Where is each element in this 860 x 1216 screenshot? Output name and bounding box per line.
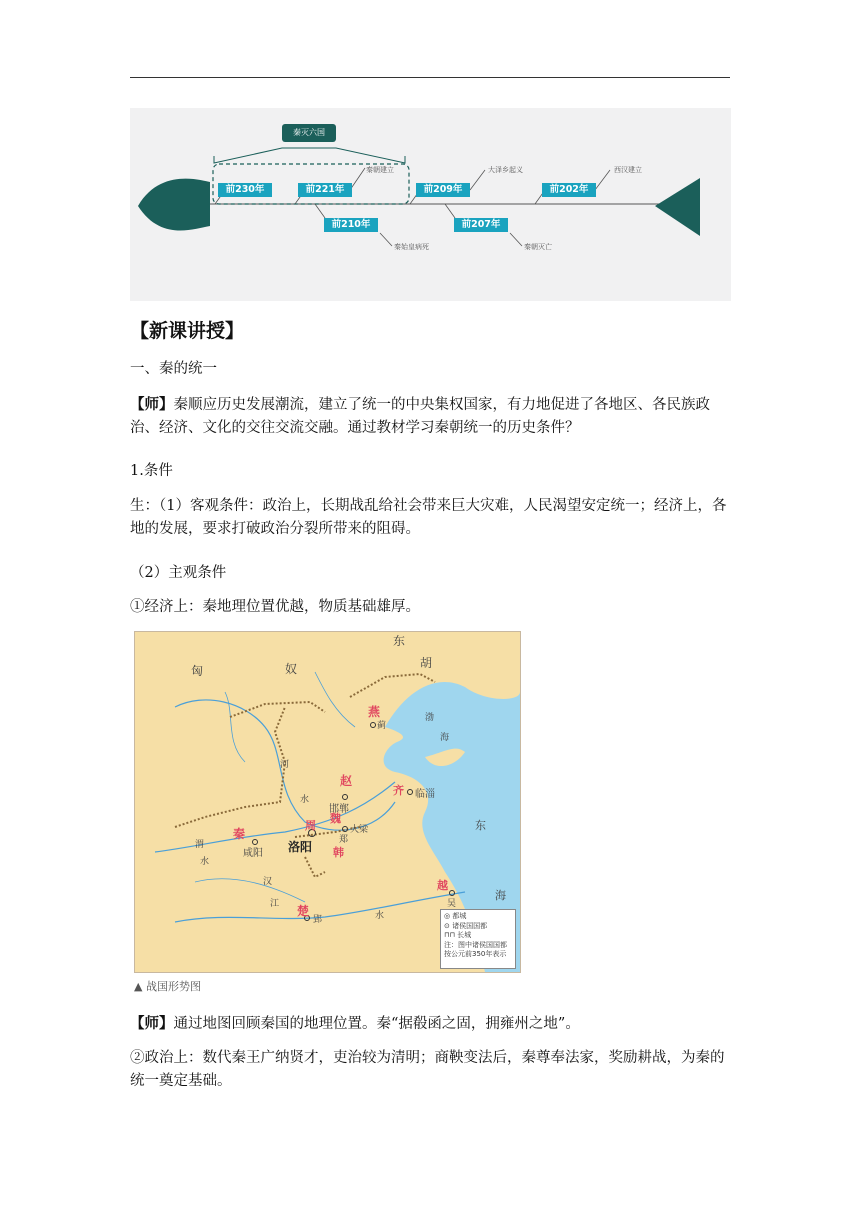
legend-capital: ◎ 都城 — [444, 912, 467, 920]
timeline-year: 前221年 — [298, 183, 352, 197]
item-subjective: （2）主观条件 — [130, 565, 227, 581]
map-river: 水 — [300, 795, 310, 805]
teacher-text: 秦顺应历史发展潮流，建立了统一的中央集权国家，有力地促进了各地区、各民族政治、经济、文化的交往交流交融。通过教材学习秦朝统一的历史条件？ — [130, 397, 710, 436]
map-river: 汉 — [263, 877, 273, 887]
timeline-note: 秦朝灭亡 — [524, 243, 552, 251]
header-rule — [130, 77, 730, 78]
map-river: 江 — [270, 899, 280, 909]
timeline-year: 前210年 — [324, 218, 378, 232]
map-state: 楚 — [297, 904, 310, 918]
timeline-year: 前209年 — [416, 183, 470, 197]
map-state: 燕 — [368, 705, 381, 719]
map-city: 邯郸 — [329, 804, 349, 815]
warring-states-map — [134, 631, 521, 973]
map-region: 匈 — [191, 664, 204, 678]
map-river: 水 — [375, 911, 385, 921]
map-city: 蓟 — [377, 721, 387, 731]
timeline-graphic — [130, 108, 731, 301]
map-region: 渤 — [425, 713, 435, 723]
timeline-top-label: 秦灭六国 — [282, 124, 336, 142]
teacher-text: 通过地图回顾秦国的地理位置。秦“据殽函之固，拥雍州之地”。 — [173, 1016, 580, 1032]
timeline-svg — [130, 108, 731, 301]
section-title: 一、秦的统一 — [130, 361, 217, 377]
map-region: 奴 — [285, 662, 298, 676]
teacher-paragraph — [130, 393, 730, 440]
map-state: 韩 — [333, 846, 344, 859]
timeline-year: 前202年 — [542, 183, 596, 197]
map-legend — [440, 909, 516, 969]
map-state: 周 — [305, 819, 316, 832]
map-state: 秦 — [233, 827, 246, 841]
map-state: 越 — [437, 879, 448, 892]
legend-state-capital: ⊙ 诸侯国国都 — [444, 921, 488, 930]
timeline-note: 秦朝建立 — [366, 166, 394, 174]
timeline-year: 前207年 — [454, 218, 508, 232]
map-city: 郢 — [313, 915, 323, 925]
item-economic: ①经济上：秦地理位置优越，物质基础雄厚。 — [130, 599, 420, 615]
legend-great-wall: ⊓⊓ 长城 — [444, 931, 472, 939]
map-city: 咸阳 — [243, 848, 263, 859]
teacher-tag: 【师】 — [130, 396, 174, 413]
map-city: 郑 — [339, 835, 349, 845]
legend-note: 注：图中诸侯国国都 — [444, 940, 507, 949]
map-region: 胡 — [420, 656, 433, 670]
map-region: 东 — [393, 634, 406, 648]
map-region: 海 — [440, 733, 450, 743]
timeline-year: 前230年 — [218, 183, 272, 197]
teacher-tag: 【师】 — [130, 1015, 174, 1032]
student-paragraph: 生：（1）客观条件：政治上，长期战乱给社会带来巨大灾难，人民渴望安定统一；经济上，各地的发展，要求打破政治分裂所带来的阻碍。 — [130, 498, 727, 537]
map-state: 齐 — [393, 784, 404, 797]
timeline-note: 西汉建立 — [614, 166, 642, 174]
map-region: 海 — [495, 889, 506, 902]
map-river: 河 — [280, 760, 290, 770]
item-political: ②政治上：数代秦王广纳贤才，吏治较为清明；商鞅变法后，秦尊奉法家，奖励耕战，为秦的统一奠定基础。 — [130, 1050, 725, 1089]
section-heading: 【新课讲授】 — [130, 320, 245, 342]
map-city: 吴 — [447, 899, 457, 909]
map-region: 东 — [475, 819, 486, 832]
timeline-note: 大泽乡起义 — [488, 166, 523, 174]
map-state: 魏 — [330, 812, 341, 825]
item-conditions: 1.条件 — [130, 463, 173, 479]
map-state: 赵 — [340, 774, 353, 788]
map-city-luoyang: 洛阳 — [288, 840, 313, 854]
legend-note-2: 按公元前350年表示 — [444, 950, 507, 958]
map-river: 水 — [200, 857, 210, 867]
map-river: 渭 — [195, 840, 205, 850]
timeline-note: 秦始皇病死 — [394, 243, 429, 251]
map-city: 大梁 — [350, 825, 369, 835]
teacher-paragraph-2 — [130, 1012, 730, 1036]
map-caption: ▲ 战国形势图 — [134, 980, 201, 993]
map-city: 临淄 — [415, 789, 435, 800]
